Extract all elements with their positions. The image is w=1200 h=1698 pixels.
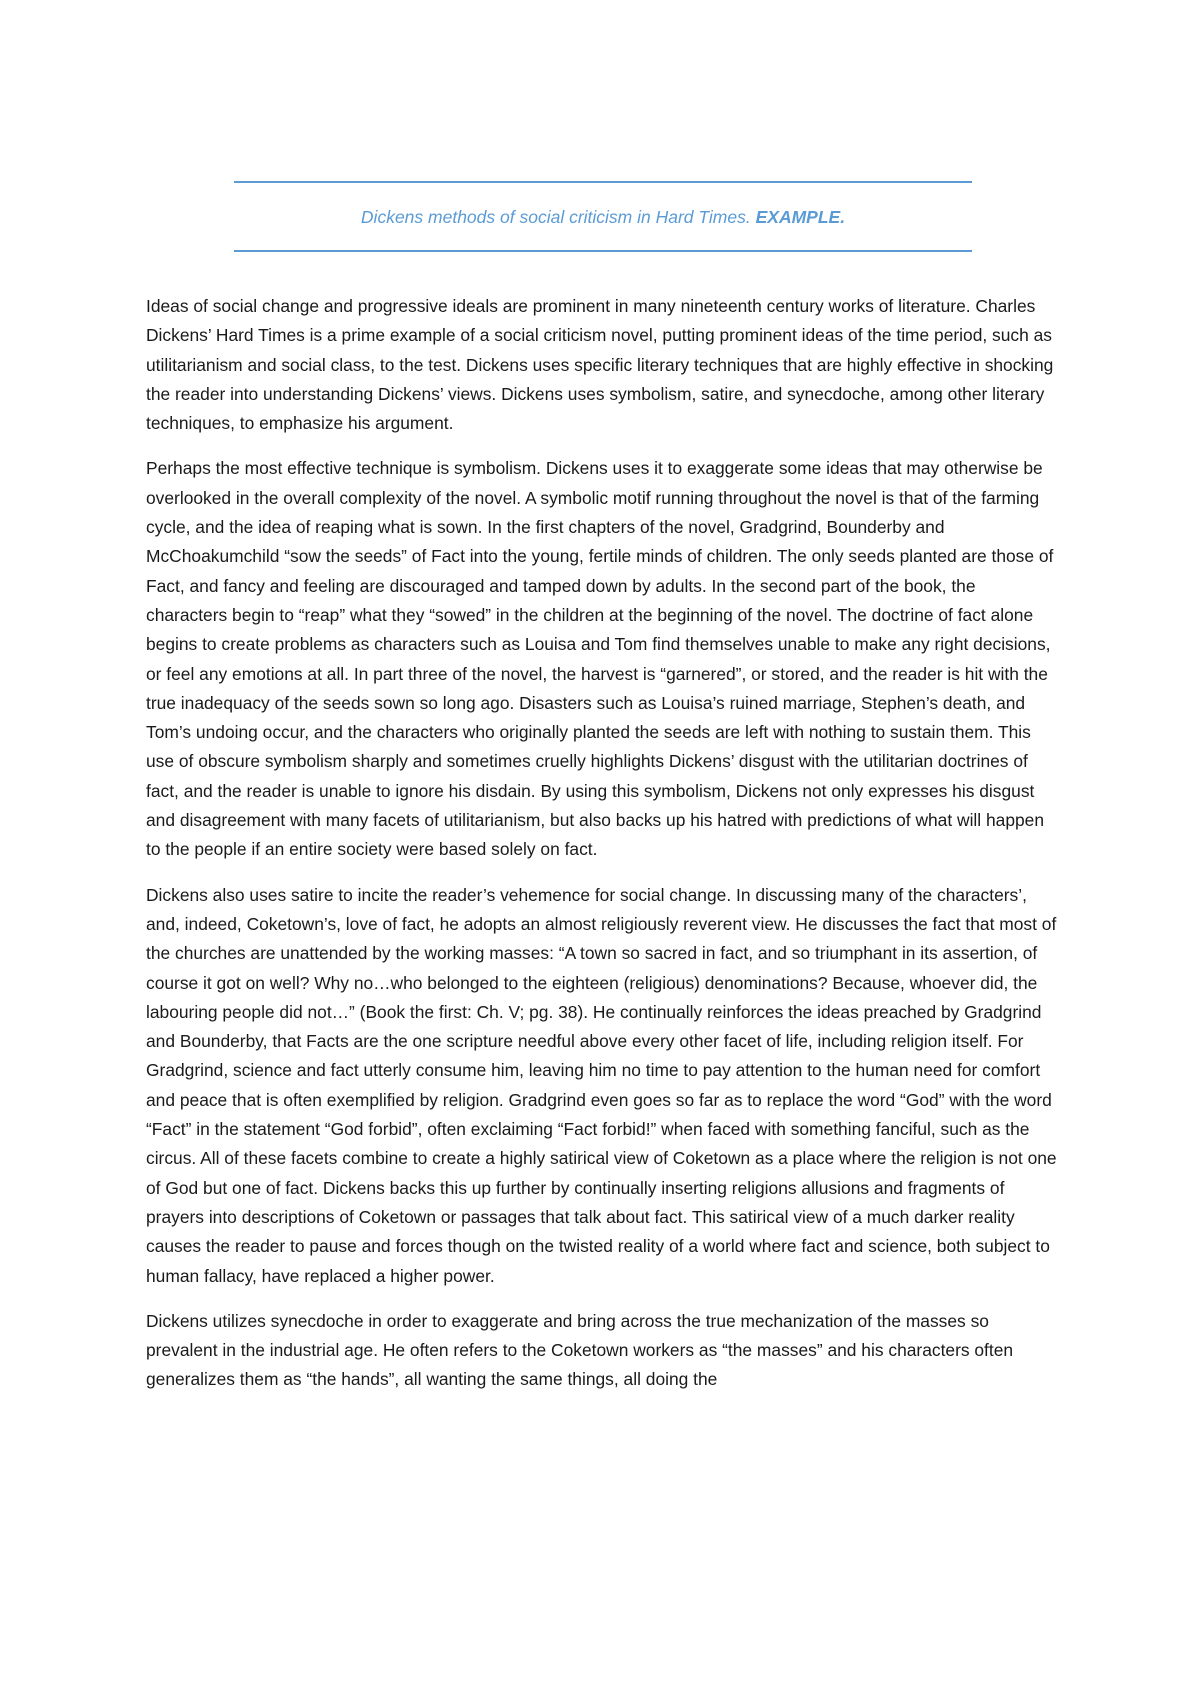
title-emphasis: EXAMPLE.	[755, 207, 846, 227]
title-bottom-rule	[234, 250, 972, 252]
paragraph-symbolism: Perhaps the most effective technique is symbolism. Dickens uses it to exaggerate some ideas that may otherwise be overlooked in the overall complexity of the novel. A symbolic motif running throughout the novel is that of the farming cycle, and the idea of reaping what is sown. In the first chapters of the novel, Gradgrind, Bounderby and McChoakumchild “sow the seeds” of Fact into the young, fertile minds of children. The only seeds planted are those of Fact, and fancy and feeling are discouraged and tamped down by adults. In the second part of the book, the characters begin to “reap” what they “sowed” in the children at the beginning of the novel. The doctrine of fact alone begins to create problems as characters such as Louisa and Tom find themselves unable to make any right decisions, or feel any emotions at all. In part three of the novel, the harvest is “garnered”, or stored, and the reader is hit with the true inadequacy of the seeds sown so long ago. Disasters such as Louisa’s ruined marriage, Stephen’s death, and Tom’s undoing occur, and the characters who originally planted the seeds are left with nothing to sustain them. This use of obscure symbolism sharply and sometimes cruelly highlights Dickens’ disgust with the utilitarian doctrines of fact, and the reader is unable to ignore his disdain. By using this symbolism, Dickens not only expresses his disgust and disagreement with many facets of utilitarianism, but also backs up his hatred with predictions of what will happen to the people if an entire society were based solely on fact.	[146, 458, 1054, 860]
title-top-rule	[234, 181, 972, 183]
title-text: Dickens methods of social criticism in Hard Times.	[360, 207, 756, 227]
paragraph-satire: Dickens also uses satire to incite the reader’s vehemence for social change. In discussing many of the characters’, and, indeed, Coketown’s, love of fact, he adopts an almost religiously reverent view. He discusses the fact that most of the churches are unattended by the working masses: “A town so sacred in fact, and so triumphant in its assertion, of course it got on well? Why no…who belonged to the eighteen (religious) denominations? Because, whoever did, the labouring people did not…” (Book the first: Ch. V; pg. 38). He continually reinforces the ideas preached by Gradgrind and Bounderby, that Facts are the one scripture needful above every other facet of life, including religion itself. For Gradgrind, science and fact utterly consume him, leaving him no time to pay attention to the human need for comfort and peace that is often exemplified by religion. Gradgrind even goes so far as to replace the word “God” with the word “Fact” in the statement “God forbid”, often exclaiming “Fact forbid!” when faced with something fanciful, such as the circus. All of these facets combine to create a highly satirical view of Coketown as a place where the religion is not one of God but one of fact. Dickens backs this up further by continually inserting religions allusions and fragments of prayers into descriptions of Coketown or passages that talk about fact. This satirical view of a much darker reality causes the reader to pause and forces though on the twisted reality of a world where fact and science, both subject to human fallacy, have replaced a higher power.	[146, 884, 1057, 1286]
document-title	[234, 205, 972, 229]
document-body	[146, 292, 1058, 1411]
paragraph-intro: Ideas of social change and progressive ideals are prominent in many nineteenth century works of literature. Charles Dickens’ Hard Times is a prime example of a social criticism novel, putting prominent ideas of the time period, such as utilitarianism and social class, to the test. Dickens uses specific literary techniques that are highly effective in shocking the reader into understanding Dickens’ views. Dickens uses symbolism, satire, and synecdoche, among other literary techniques, to emphasize his argument.	[146, 296, 1054, 434]
paragraph-synecdoche: Dickens utilizes synecdoche in order to exaggerate and bring across the true mechanization of the masses so prevalent in the industrial age. He often refers to the Coketown workers as “the masses” and his characters often generalizes them as “the hands”, all wanting the same things, all doing the	[146, 1310, 1014, 1390]
